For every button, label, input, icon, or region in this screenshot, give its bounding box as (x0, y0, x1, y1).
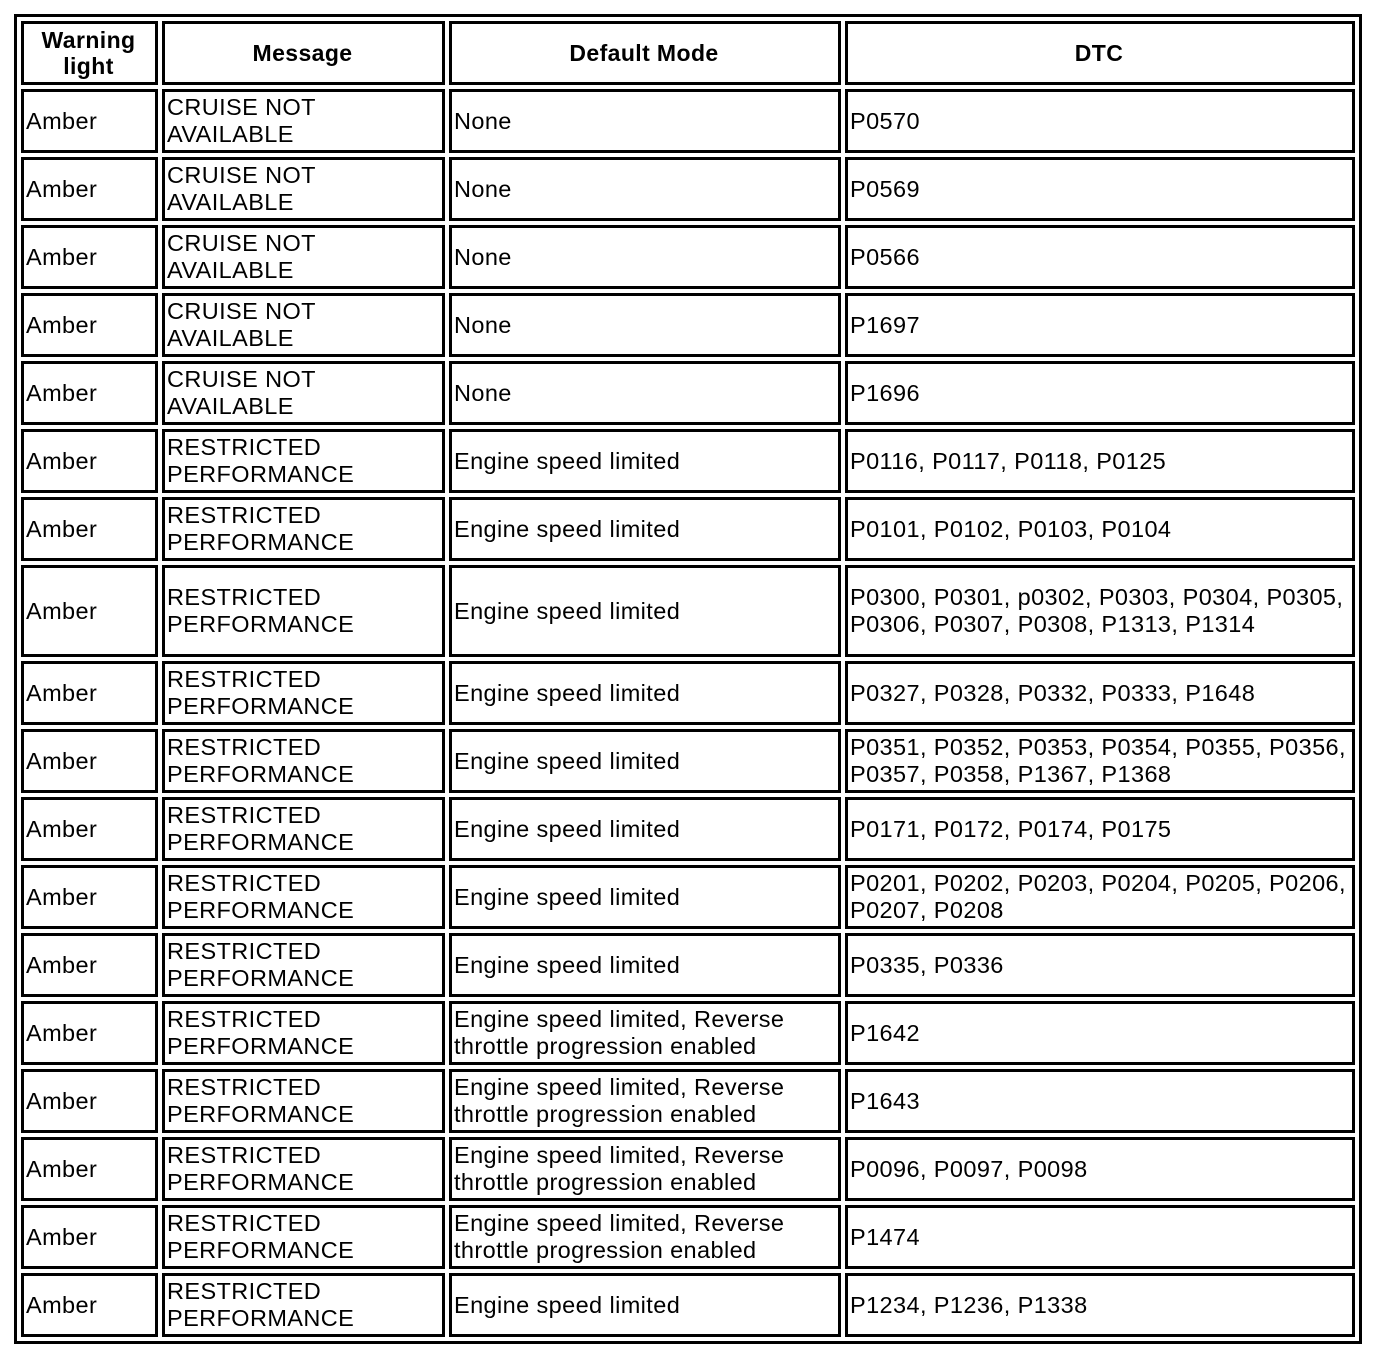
table-row (21, 1069, 1355, 1133)
cell-message: RESTRICTED PERFORMANCE (162, 1137, 445, 1201)
header-default-mode: Default Mode (449, 21, 841, 85)
cell-default-mode: Engine speed limited, Reverse throttle progression enabled (449, 1137, 841, 1201)
table-row (21, 933, 1355, 997)
cell-warning-light: Amber (21, 225, 158, 289)
table-row (21, 89, 1355, 153)
cell-dtc: P0096, P0097, P0098 (845, 1137, 1355, 1201)
cell-default-mode: Engine speed limited, Reverse throttle progression enabled (449, 1205, 841, 1269)
table-row (21, 865, 1355, 929)
cell-default-mode: Engine speed limited (449, 1273, 841, 1337)
cell-message: RESTRICTED PERFORMANCE (162, 865, 445, 929)
cell-message: RESTRICTED PERFORMANCE (162, 429, 445, 493)
dtc-table-frame (14, 14, 1362, 1344)
cell-message: RESTRICTED PERFORMANCE (162, 1069, 445, 1133)
cell-dtc: P1643 (845, 1069, 1355, 1133)
table-row (21, 361, 1355, 425)
cell-warning-light: Amber (21, 497, 158, 561)
cell-message: CRUISE NOT AVAILABLE (162, 361, 445, 425)
cell-dtc: P1642 (845, 1001, 1355, 1065)
cell-dtc: P1697 (845, 293, 1355, 357)
cell-dtc: P0300, P0301, p0302, P0303, P0304, P0305, P0306, P0307, P0308, P1313, P1314 (845, 565, 1355, 657)
cell-dtc: P0351, P0352, P0353, P0354, P0355, P0356, P0357, P0358, P1367, P1368 (845, 729, 1355, 793)
cell-warning-light: Amber (21, 157, 158, 221)
cell-dtc: P0171, P0172, P0174, P0175 (845, 797, 1355, 861)
table-row (21, 565, 1355, 657)
cell-warning-light: Amber (21, 1137, 158, 1201)
cell-message: RESTRICTED PERFORMANCE (162, 565, 445, 657)
cell-default-mode: Engine speed limited (449, 661, 841, 725)
cell-message: RESTRICTED PERFORMANCE (162, 729, 445, 793)
table-body (21, 89, 1355, 1337)
cell-message: CRUISE NOT AVAILABLE (162, 293, 445, 357)
table-row (21, 1137, 1355, 1201)
cell-dtc: P0201, P0202, P0203, P0204, P0205, P0206, P0207, P0208 (845, 865, 1355, 929)
cell-dtc: P1474 (845, 1205, 1355, 1269)
cell-default-mode: Engine speed limited (449, 933, 841, 997)
cell-dtc: P0335, P0336 (845, 933, 1355, 997)
table-row (21, 497, 1355, 561)
cell-warning-light: Amber (21, 429, 158, 493)
table-header-row (21, 21, 1355, 85)
cell-default-mode: None (449, 225, 841, 289)
cell-warning-light: Amber (21, 1001, 158, 1065)
cell-warning-light: Amber (21, 1205, 158, 1269)
cell-warning-light: Amber (21, 361, 158, 425)
cell-default-mode: Engine speed limited, Reverse throttle progression enabled (449, 1001, 841, 1065)
cell-message: RESTRICTED PERFORMANCE (162, 1205, 445, 1269)
cell-warning-light: Amber (21, 797, 158, 861)
cell-message: RESTRICTED PERFORMANCE (162, 1273, 445, 1337)
table-row (21, 1273, 1355, 1337)
table-row (21, 225, 1355, 289)
header-message: Message (162, 21, 445, 85)
header-dtc: DTC (845, 21, 1355, 85)
cell-default-mode: None (449, 361, 841, 425)
cell-default-mode: Engine speed limited (449, 497, 841, 561)
cell-default-mode: Engine speed limited (449, 565, 841, 657)
cell-message: CRUISE NOT AVAILABLE (162, 157, 445, 221)
cell-default-mode: None (449, 89, 841, 153)
cell-dtc: P0101, P0102, P0103, P0104 (845, 497, 1355, 561)
table-row (21, 1205, 1355, 1269)
cell-dtc: P1696 (845, 361, 1355, 425)
cell-dtc: P1234, P1236, P1338 (845, 1273, 1355, 1337)
cell-warning-light: Amber (21, 1069, 158, 1133)
cell-dtc: P0570 (845, 89, 1355, 153)
table-row (21, 157, 1355, 221)
cell-message: RESTRICTED PERFORMANCE (162, 1001, 445, 1065)
cell-default-mode: None (449, 293, 841, 357)
table-row (21, 293, 1355, 357)
cell-warning-light: Amber (21, 933, 158, 997)
cell-message: RESTRICTED PERFORMANCE (162, 933, 445, 997)
cell-warning-light: Amber (21, 661, 158, 725)
cell-default-mode: Engine speed limited (449, 729, 841, 793)
cell-message: RESTRICTED PERFORMANCE (162, 797, 445, 861)
cell-default-mode: Engine speed limited (449, 429, 841, 493)
table-row (21, 729, 1355, 793)
cell-message: RESTRICTED PERFORMANCE (162, 497, 445, 561)
table-row (21, 1001, 1355, 1065)
cell-warning-light: Amber (21, 89, 158, 153)
table-row (21, 797, 1355, 861)
cell-warning-light: Amber (21, 729, 158, 793)
cell-warning-light: Amber (21, 1273, 158, 1337)
header-warning-light: Warning light (21, 21, 158, 85)
cell-default-mode: Engine speed limited, Reverse throttle progression enabled (449, 1069, 841, 1133)
dtc-table (17, 17, 1359, 1341)
cell-message: CRUISE NOT AVAILABLE (162, 225, 445, 289)
cell-message: CRUISE NOT AVAILABLE (162, 89, 445, 153)
cell-default-mode: Engine speed limited (449, 797, 841, 861)
cell-default-mode: None (449, 157, 841, 221)
cell-dtc: P0569 (845, 157, 1355, 221)
cell-warning-light: Amber (21, 865, 158, 929)
table-row (21, 429, 1355, 493)
cell-dtc: P0566 (845, 225, 1355, 289)
cell-warning-light: Amber (21, 293, 158, 357)
cell-warning-light: Amber (21, 565, 158, 657)
table-row (21, 661, 1355, 725)
cell-dtc: P0327, P0328, P0332, P0333, P1648 (845, 661, 1355, 725)
cell-dtc: P0116, P0117, P0118, P0125 (845, 429, 1355, 493)
cell-default-mode: Engine speed limited (449, 865, 841, 929)
cell-message: RESTRICTED PERFORMANCE (162, 661, 445, 725)
